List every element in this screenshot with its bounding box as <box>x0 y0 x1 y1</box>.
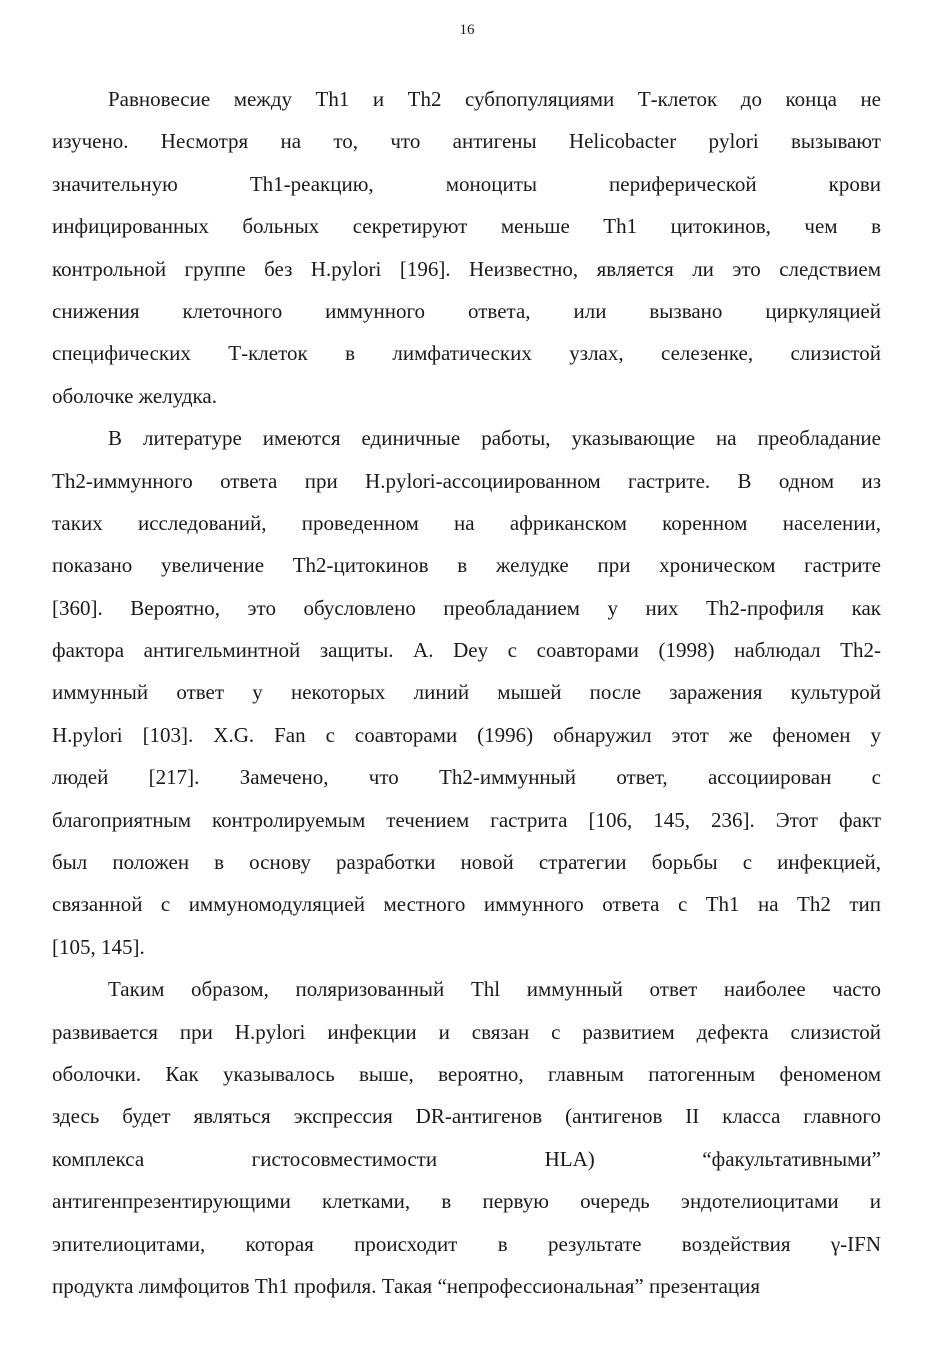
text-line: значительную Th1-реакцию, моноциты периферической крови <box>52 171 881 196</box>
paragraph <box>52 968 881 1307</box>
text-line: оболочке желудка. <box>52 383 218 408</box>
text-line: [105, 145]. <box>52 934 145 959</box>
text-line: благоприятным контролируемым течением гастрита [106, 145, 236]. Этот факт <box>52 807 881 832</box>
document-body <box>52 78 881 1307</box>
text-line: иммунный ответ у некоторых линий мышей после заражения культурой <box>52 680 881 705</box>
text-line: людей [217]. Замечено, что Th2-иммунный ответ, ассоциирован с <box>52 765 881 790</box>
text-line: развивается при H.pylori инфекции и связан с развитием дефекта слизистой <box>52 1019 881 1044</box>
text-line: инфицированных больных секретируют меньше Th1 цитокинов, чем в <box>52 214 881 239</box>
text-line: Равновесие между Th1 и Th2 субпопуляциями Т-клеток до конца не <box>108 87 881 111</box>
text-line: оболочки. Как указывалось выше, вероятно, главным патогенным феноменом <box>52 1061 881 1086</box>
text-line: снижения клеточного иммунного ответа, или вызвано циркуляцией <box>52 298 881 323</box>
text-line: Th2-иммунного ответа при H.pylori-ассоциированном гастрите. В одном из <box>52 468 881 493</box>
text-line: показано увеличение Th2-цитокинов в желудке при хроническом гастрите <box>52 553 881 578</box>
text-line: изучено. Несмотря на то, что антигены Helicobacter pylori вызывают <box>52 129 881 154</box>
text-line: таких исследований, проведенном на африканском коренном населении, <box>52 510 881 535</box>
text-line: [360]. Вероятно, это обусловлено преобладанием у них Th2-профиля как <box>52 595 881 620</box>
text-line: фактора антигельминтной защиты. A. Dey с соавторами (1998) наблюдал Th2- <box>52 638 881 663</box>
paragraph <box>52 417 881 968</box>
text-line: связанной с иммуномодуляцией местного иммунного ответа с Th1 на Th2 тип <box>52 892 881 917</box>
text-line: продукта лимфоцитов Th1 профиля. Такая “непрофессиональная” презентация <box>52 1273 761 1298</box>
text-line: специфических Т-клеток в лимфатических узлах, селезенке, слизистой <box>52 341 881 366</box>
text-line: контрольной группе без H.pylori [196]. Неизвестно, является ли это следствием <box>52 256 881 281</box>
page-number: 16 <box>459 22 475 38</box>
text-line: H.pylori [103]. X.G. Fan с соавторами (1996) обнаружил этот же феномен у <box>52 722 881 747</box>
text-line: антигенпрезентирующими клетками, в первую очередь эндотелиоцитами и <box>52 1189 881 1214</box>
text-line: В литературе имеются единичные работы, указывающие на преобладание <box>108 426 881 451</box>
text-line: эпителиоцитами, которая происходит в результате воздействия γ-IFN <box>52 1231 881 1256</box>
text-line: комплекса гистосовместимости HLA) “факультативными” <box>52 1146 881 1171</box>
text-line: Таким образом, поляризованный Thl иммунный ответ наиболее часто <box>108 977 881 1002</box>
text-line: был положен в основу разработки новой стратегии борьбы с инфекцией, <box>52 850 881 875</box>
paragraph <box>52 78 881 417</box>
text-line: здесь будет являться экспрессия DR-антигенов (антигенов II класса главного <box>52 1104 881 1129</box>
